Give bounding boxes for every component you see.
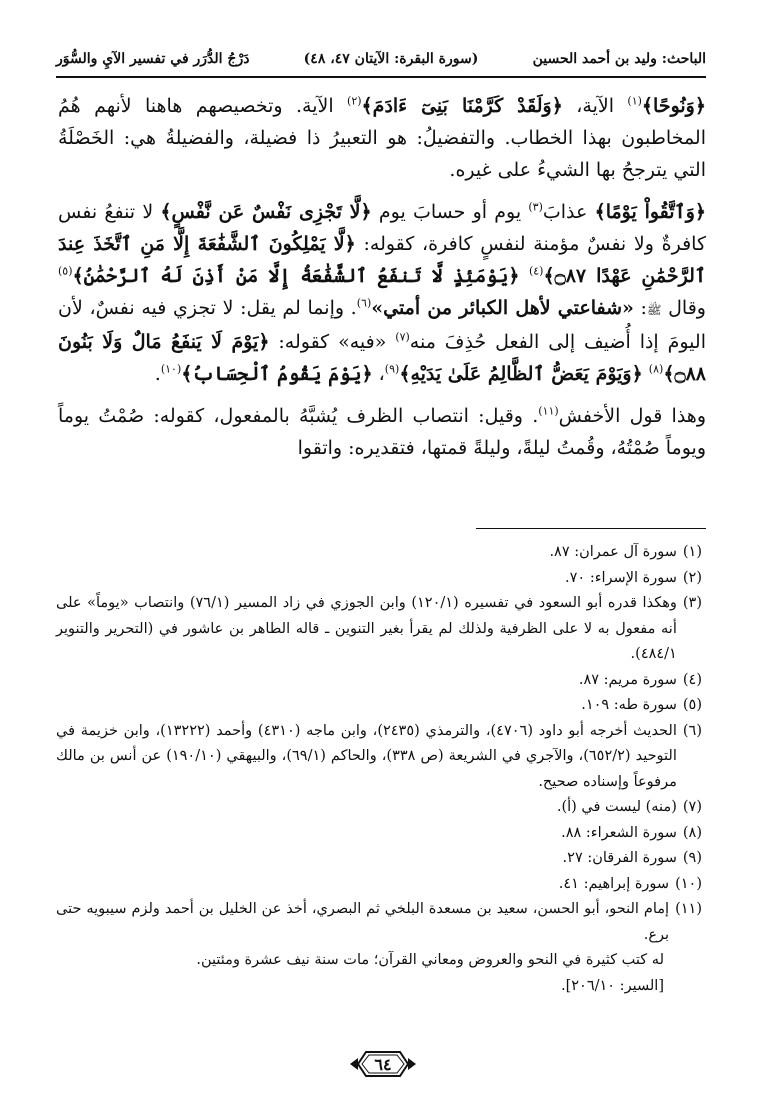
- footnote-item: [56, 897, 702, 948]
- footnote-continuation: له كتب كثيرة في النحو والعروض ومعاني القرآن؛ مات سنة نيف عشرة ومئتين.: [196, 952, 664, 968]
- footnote-number: (٦): [682, 722, 702, 739]
- quran-quote: ﴿وَٱتَّقُواْ يَوْمًا﴾: [594, 201, 706, 223]
- footnote-ref[interactable]: (٦): [356, 296, 372, 310]
- footnote-ref[interactable]: (١٠): [160, 362, 182, 376]
- text-run: وهذا قول الأخفش: [558, 405, 706, 427]
- footnote-number: (٢): [682, 569, 702, 586]
- footnote-text: إمام النحو، أبو الحسن، سعيد بن مسعدة البلخي ثم البصري، أخذ عن الخليل بن أحمد ولزم سيبويه حتى برع.: [56, 901, 670, 943]
- text-run: ،: [372, 363, 385, 385]
- footnote-number: (١١): [675, 901, 702, 917]
- paragraph-3: [58, 400, 706, 464]
- footnote-text: سورة مريم: ٨٧.: [578, 671, 677, 688]
- header-surah-range: (سورة البقرة: الآيتان ٤٧، ٤٨): [303, 51, 479, 67]
- text-run: يوم أو حسابَ يوم: [371, 201, 529, 223]
- text-run: «فيه» كقوله:: [269, 331, 396, 353]
- footnote-ref[interactable]: (١): [627, 94, 642, 108]
- footnote-item: [56, 566, 702, 592]
- text-run: الآية،: [562, 95, 628, 117]
- text-run: [520, 265, 529, 287]
- quran-quote: ﴿يَوْمَئِذٍ لَّا تَنفَعُ ٱلشَّفَٰعَةُ إِلَّا مَنْ أَذِنَ لَهُ ٱلرَّحْمَٰنُ﴾: [72, 265, 520, 287]
- footnote-text: الحديث أخرجه أبو داود (٤٧٠٦)، والترمذي (٢٤٣٥)، وابن ماجه (٤٣١٠) وأحمد (١٣٢٢٢)، وابن خزيمة في التوحيد (٦٥٢/٢)، والآجري في الشريعة (ص ٣٣٨)، والحاكم (٦٩/١)، والبيهقي (١٩٠/١٠) عن أنس بن مالك مرفوعاً وإسناده صحيح.: [56, 722, 677, 790]
- text-run: :: [633, 297, 647, 319]
- quran-quote: ﴿وَلَقَدْ كَرَّمْنَا بَنِىٓ ءَادَمَ﴾: [361, 95, 563, 117]
- footnote-number: (١٠): [675, 875, 702, 892]
- footnote-ref[interactable]: (٩): [384, 362, 400, 376]
- text-run: الآية. وتخصيصهم هاهنا لأنهم هُمُ المخاطبون بهذا الخطاب. والتفضيلُ: هو التعبيرُ ذا فضيلة، والفضيلةُ هي: الخَصْلَةُ التي يترجحُ بها الشيءُ على غيره.: [58, 95, 706, 181]
- footnote-ref[interactable]: (٤): [528, 264, 544, 278]
- footnote-number: (٤): [682, 671, 702, 688]
- footnote-ref[interactable]: (٥): [58, 264, 73, 278]
- quran-quote: ﴿يَوْمَ يَقُومُ ٱلْحِسَابُ﴾: [181, 363, 373, 385]
- paragraph-1: [58, 90, 706, 186]
- footnote-ref[interactable]: (٢): [347, 94, 362, 108]
- footnote-number: (٣): [682, 595, 702, 611]
- footnote-text: (منه) ليست في (أ).: [556, 799, 677, 815]
- footnote-number: (٥): [682, 697, 702, 713]
- footnote-citation: [السير: ٢٠٦/١٠].: [560, 977, 664, 994]
- footnote-number: (٩): [682, 850, 702, 866]
- footnote-divider: [476, 528, 706, 529]
- footnote-text: سورة آل عمران: ٨٧.: [549, 544, 677, 560]
- footnote-ref[interactable]: (١١): [538, 404, 559, 418]
- page-footer: [0, 1044, 766, 1084]
- text-run: . وقيل: انتصاب الظرف يُشبَّهُ بالمفعول، كقوله: صُمْتُ يوماً ويوماً صُمْتُهُ، وقُمتُ ليلةً، وليلةً قمتها، فتقديره: واتقوا: [58, 405, 706, 459]
- text-run: لا تنفعُ نفس كافرةٌ ولا نفسٌ مؤمنة لنفسٍ كافرة، كقوله:: [58, 201, 706, 255]
- header-author: الباحث: وليد بن أحمد الحسين: [532, 51, 706, 67]
- footnote-ref[interactable]: (٣): [528, 200, 543, 214]
- footnote-item: [56, 719, 702, 796]
- footnote-ref[interactable]: (٨): [648, 362, 664, 376]
- footnote-item: [56, 591, 702, 668]
- salutation-glyph: ﷺ: [646, 303, 662, 317]
- quran-quote: ﴿لَّا يَمْلِكُونَ ٱلشَّفَٰعَةَ إِلَّا مَنِ ٱتَّخَذَ عِندَ ٱلرَّحْمَٰنِ عَهْدًا ۝٨٧﴾: [58, 233, 706, 287]
- footnote-item: [56, 795, 702, 821]
- paragraph-2: [58, 196, 706, 390]
- footnote-item: [56, 821, 702, 847]
- hadith-quote: «شفاعتي لأهل الكبائر من أمتي»: [371, 297, 634, 319]
- quran-quote: ﴿وَنُوحًا﴾: [641, 95, 706, 117]
- header-book-title: دَرْجُ الدُّرَر في تفسير الآيِ والسُّوَر: [56, 51, 250, 67]
- footnote-item: [56, 872, 702, 898]
- running-header: [56, 46, 706, 72]
- footnote-number: (١): [682, 544, 702, 560]
- text-run: عذابَ: [542, 201, 595, 223]
- page-number: ٦٤: [374, 1054, 392, 1074]
- header-divider: [56, 76, 706, 78]
- footnote-number: (٨): [682, 824, 702, 841]
- footnote-item: [56, 668, 702, 694]
- footnote-text: سورة الشعراء: ٨٨.: [561, 824, 677, 841]
- footnotes: [56, 540, 702, 999]
- text-run: .: [154, 363, 161, 385]
- text-run: . وإنما لم يقل: لا تجزي فيه نفسٌ، لأن اليومَ إذا أُضيف إلى الفعل حُذِفَ منه: [58, 297, 706, 353]
- footnote-item: [56, 846, 702, 872]
- footnote-item: [56, 540, 702, 566]
- quran-quote: ﴿يَوْمَ لَا يَنفَعُ مَالٌ وَلَا بَنُونَ ۝٨٨﴾: [58, 331, 706, 385]
- text-run: وقال: [661, 297, 706, 319]
- quran-quote: ﴿وَيَوْمَ يَعَضُّ ٱلظَّالِمُ عَلَىٰ يَدَيْهِ﴾: [399, 363, 643, 385]
- footnote-text: سورة طه: ١٠٩.: [581, 697, 677, 713]
- main-text: [58, 90, 706, 474]
- footnote-ref[interactable]: (٧): [395, 330, 410, 344]
- quran-quote: ﴿لَّا تَجْزِى نَفْسٌ عَن نَّفْسٍ﴾: [160, 201, 372, 223]
- page-number-ornament: [348, 1048, 418, 1080]
- footnote-text: سورة الفرقان: ٢٧.: [562, 850, 677, 866]
- footnote-text: سورة إبراهيم: ٤١.: [558, 875, 670, 892]
- footnote-text: سورة الإسراء: ٧٠.: [565, 569, 677, 586]
- footnote-item: [56, 693, 702, 719]
- footnote-text: وهكذا قدره أبو السعود في تفسيره (١٢٠/١) وابن الجوزي في زاد المسير (٧٦/١) وانتصاب «يوماً» على أنه مفعول به لا على الظرفية ولذلك لم يقرأ بغير التنوين ـ قاله الطاهر بن عاشور في (التحرير والتنوير ٤٨٤/١).: [56, 595, 677, 662]
- footnote-number: (٧): [682, 799, 702, 815]
